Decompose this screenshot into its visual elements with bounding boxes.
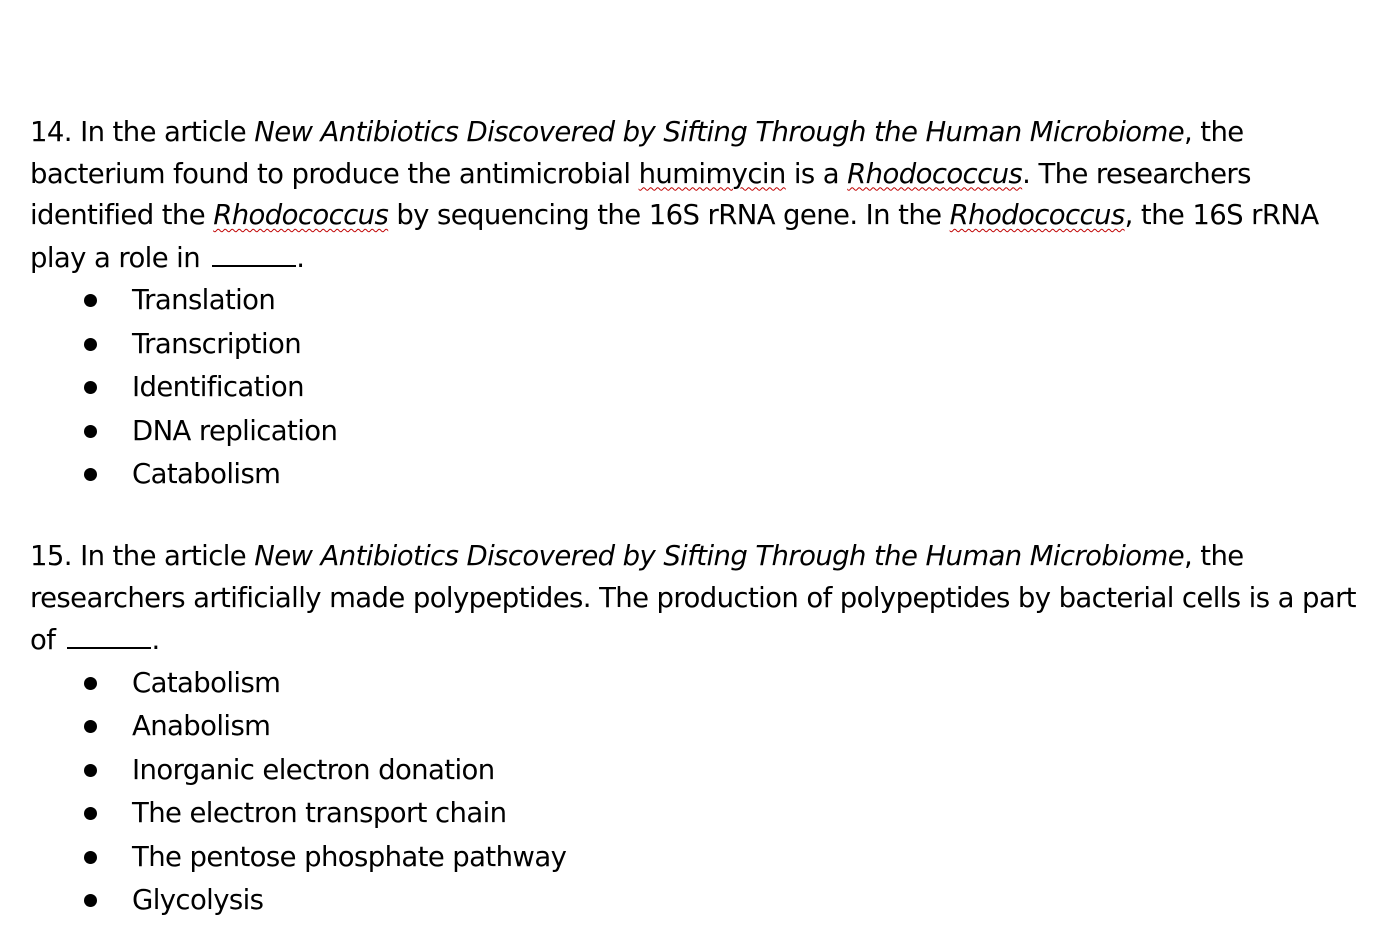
spellcheck-word: humimycin — [638, 157, 786, 190]
option-label: Translation — [132, 284, 276, 316]
stem-text: by sequencing the 16S rRNA gene. In the — [388, 199, 950, 231]
bullet-icon — [84, 894, 97, 907]
stem-text: . The researchers identified the — [30, 157, 1251, 231]
option-label: The electron transport chain — [132, 797, 507, 829]
bullet-icon — [84, 425, 97, 438]
answer-option — [30, 749, 1370, 793]
answer-option — [30, 836, 1370, 880]
option-label: Anabolism — [132, 710, 271, 742]
option-label: Transcription — [132, 327, 302, 360]
stem-text: . — [151, 624, 160, 656]
answer-option — [30, 366, 1370, 410]
option-label: Catabolism — [132, 458, 281, 490]
bullet-icon — [84, 764, 97, 777]
article-title: New Antibiotics Discovered by Sifting Through the Human Microbiome — [254, 116, 1185, 148]
option-label: Inorganic electron donation — [132, 753, 495, 786]
stem-text: , the bacterium found to produce the antimicrobial — [30, 116, 1244, 190]
stem-text: . — [296, 241, 305, 274]
option-label: Glycolysis — [132, 884, 264, 916]
stem-text: , the 16S rRNA play a role in — [30, 199, 1319, 274]
question-stem — [30, 536, 1370, 662]
bullet-icon — [84, 807, 97, 820]
article-title: New Antibiotics Discovered by Sifting Through the Human Microbiome — [254, 540, 1185, 572]
bullet-icon — [84, 294, 97, 307]
question-14 — [30, 112, 1370, 497]
bullet-icon — [84, 338, 97, 351]
answer-option — [30, 879, 1370, 923]
question-stem — [30, 112, 1370, 279]
bullet-icon — [84, 720, 97, 733]
answer-option — [30, 662, 1370, 706]
bullet-icon — [84, 381, 97, 394]
option-label: Identification — [132, 371, 304, 403]
organism-name: Rhodococcus — [213, 199, 389, 231]
option-label: DNA replication — [132, 414, 338, 447]
stem-text: 14. In the article — [30, 116, 255, 148]
bullet-icon — [84, 851, 97, 864]
answer-option — [30, 792, 1370, 836]
answer-options — [30, 279, 1370, 497]
answer-option — [30, 323, 1370, 367]
answer-option — [30, 705, 1370, 749]
organism-name: Rhodococcus — [949, 199, 1125, 231]
option-label: The pentose phosphate pathway — [132, 840, 567, 873]
option-label: Catabolism — [132, 666, 281, 699]
answer-blank — [67, 619, 151, 649]
bullet-icon — [84, 468, 97, 481]
stem-text: is a — [785, 157, 848, 190]
stem-text: , the researchers artificially made polypeptides. The production of polypeptides by bacterial cells is a part of — [30, 540, 1356, 656]
answer-option — [30, 279, 1370, 323]
stem-text: 15. In the article — [30, 540, 255, 572]
answer-option — [30, 453, 1370, 497]
answer-options — [30, 662, 1370, 923]
bullet-icon — [84, 677, 97, 690]
organism-name: Rhodococcus — [847, 157, 1023, 190]
answer-option — [30, 410, 1370, 454]
answer-blank — [212, 237, 296, 267]
question-15 — [30, 536, 1370, 923]
